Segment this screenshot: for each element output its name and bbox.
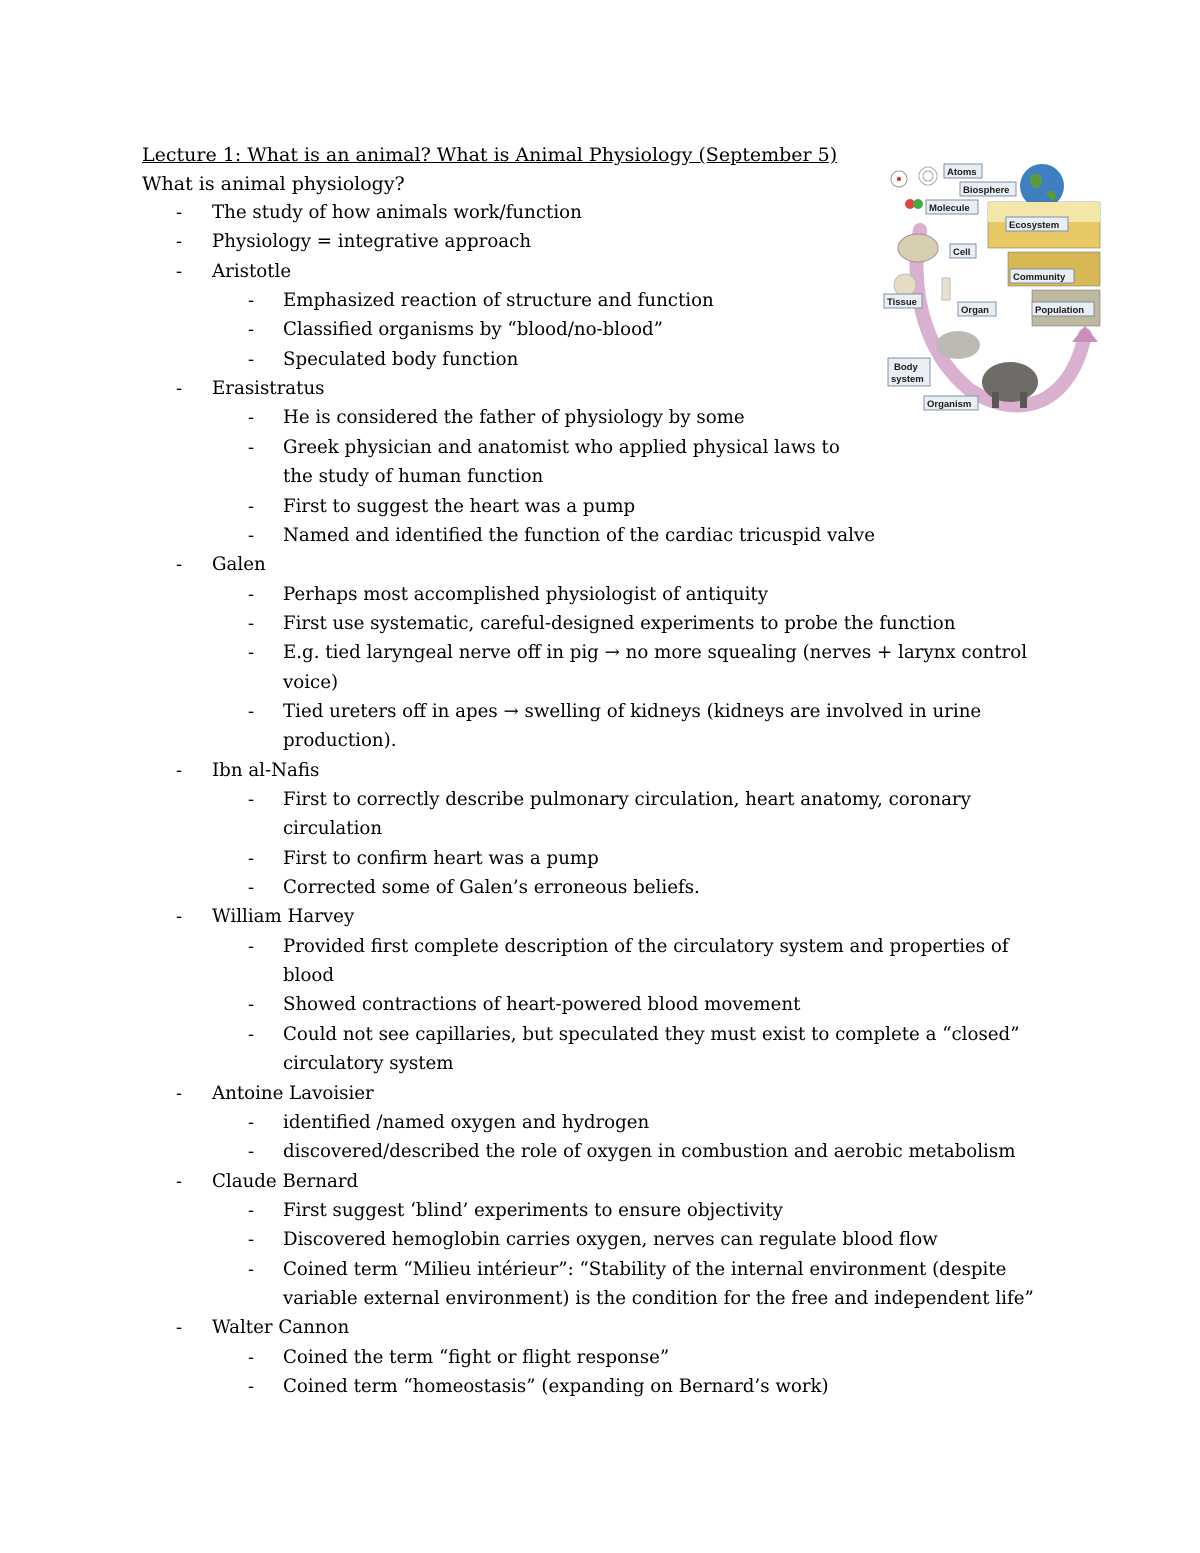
sub-list-item: voice) bbox=[283, 671, 339, 693]
sub-list-item: production). bbox=[283, 730, 397, 752]
list-item: Ibn al-Nafis bbox=[212, 759, 320, 781]
label-community bbox=[1010, 269, 1074, 283]
sub-list-item: Coined term “homeostasis” (expanding on Bernard’s work) bbox=[283, 1376, 829, 1397]
earth-icon bbox=[1020, 164, 1064, 208]
atom-inner-shell bbox=[923, 171, 933, 181]
sub-list-item: Coined the term “fight or flight response” bbox=[283, 1346, 670, 1368]
label-community-text: Community bbox=[1013, 272, 1066, 283]
label-population bbox=[1032, 302, 1094, 316]
sub-list-item: Coined term “Milieu intérieur”: “Stability of the internal environment (despite bbox=[283, 1258, 1007, 1280]
label-molecule bbox=[926, 200, 978, 214]
list-item: Physiology = integrative approach bbox=[212, 231, 532, 253]
label-body-system bbox=[888, 358, 930, 386]
sub-list-item: Discovered hemoglobin carries oxygen, nerves can regulate blood flow bbox=[283, 1229, 938, 1251]
cell-icon bbox=[898, 234, 938, 262]
label-ecosystem bbox=[1006, 217, 1068, 231]
sub-list-item: First to correctly describe pulmonary circulation, heart anatomy, coronary bbox=[283, 789, 971, 810]
list-item: The study of how animals work/function bbox=[212, 202, 582, 223]
sub-list-item: identified /named oxygen and hydrogen bbox=[283, 1111, 650, 1133]
bullet-marker: - bbox=[248, 1376, 255, 1397]
bullet-marker: - bbox=[176, 202, 183, 223]
sub-list-item: Could not see capillaries, but speculated they must exist to complete a “closed” bbox=[283, 1023, 1020, 1045]
bullet-marker: - bbox=[248, 789, 255, 810]
bullet-marker: - bbox=[176, 231, 183, 253]
bullet-marker: - bbox=[176, 1317, 183, 1339]
sub-list-item: blood bbox=[283, 965, 335, 987]
sub-list-item: Classified organisms by “blood/no-blood” bbox=[283, 319, 663, 341]
molecule-atom bbox=[913, 199, 923, 209]
bullet-marker: - bbox=[248, 407, 255, 429]
label-organism-text: Organism bbox=[927, 399, 972, 410]
bullet-marker: - bbox=[248, 348, 255, 370]
label-ecosystem-text: Ecosystem bbox=[1009, 220, 1060, 231]
atom-nucleus bbox=[897, 177, 901, 181]
sub-list-item: First use systematic, careful-designed experiments to probe the function bbox=[283, 612, 956, 634]
list-item: Claude Bernard bbox=[212, 1170, 359, 1192]
label-organ-text: Organ bbox=[961, 305, 989, 316]
sub-list-item: Speculated body function bbox=[283, 348, 519, 370]
label-tissue-text: Tissue bbox=[887, 297, 917, 308]
bullet-marker: - bbox=[176, 554, 183, 576]
sub-list-item: Perhaps most accomplished physiologist of antiquity bbox=[283, 583, 769, 605]
bullet-marker: - bbox=[248, 1346, 255, 1368]
sub-list-item: E.g. tied laryngeal nerve off in pig → no more squealing (nerves + larynx control bbox=[283, 642, 1028, 664]
sub-list-item: Emphasized reaction of structure and function bbox=[283, 290, 714, 312]
bullet-marker: - bbox=[248, 319, 255, 341]
bullet-marker: - bbox=[248, 1141, 255, 1163]
organ-icon bbox=[942, 278, 950, 300]
sub-list-item: variable external environment) is the condition for the free and independent life” bbox=[283, 1287, 1034, 1309]
tissue-icon bbox=[894, 274, 916, 296]
bullet-marker: - bbox=[248, 1229, 255, 1251]
label-tissue bbox=[884, 294, 922, 308]
bullet-marker: - bbox=[248, 1023, 255, 1045]
small-elephant-icon bbox=[936, 331, 980, 359]
bullet-marker: - bbox=[248, 290, 255, 312]
bullet-marker: - bbox=[248, 495, 255, 517]
label-cell-text: Cell bbox=[953, 247, 971, 258]
list-item: Erasistratus bbox=[212, 378, 325, 400]
section-heading: What is animal physiology? bbox=[142, 173, 405, 195]
label-population-text: Population bbox=[1035, 305, 1085, 316]
label-biosphere-text: Biosphere bbox=[963, 185, 1010, 196]
bullet-marker: - bbox=[248, 642, 255, 664]
label-cell bbox=[950, 244, 976, 258]
bullet-marker: - bbox=[176, 1082, 183, 1104]
bullet-marker: - bbox=[248, 994, 255, 1016]
bullet-marker: - bbox=[248, 436, 255, 458]
sub-list-item: the study of human function bbox=[283, 466, 544, 488]
bullet-marker: - bbox=[176, 1170, 183, 1192]
label-organ bbox=[958, 302, 996, 316]
sub-list-item: Showed contractions of heart-powered blood movement bbox=[283, 994, 801, 1016]
biological-hierarchy-figure bbox=[880, 160, 1105, 420]
list-item: Antoine Lavoisier bbox=[212, 1082, 374, 1104]
label-molecule-text: Molecule bbox=[929, 203, 970, 214]
bullet-marker: - bbox=[248, 1258, 255, 1280]
sub-list-item: Greek physician and anatomist who applied physical laws to bbox=[283, 436, 840, 458]
bullet-marker: - bbox=[248, 1111, 255, 1133]
sub-list-item: First suggest ‘blind’ experiments to ensure objectivity bbox=[283, 1199, 783, 1221]
sub-list-item: Named and identified the function of the cardiac tricuspid valve bbox=[283, 524, 875, 546]
sub-list-item: First to suggest the heart was a pump bbox=[283, 495, 636, 517]
bullet-marker: - bbox=[248, 612, 255, 634]
list-item: Aristotle bbox=[212, 260, 292, 282]
sub-list-item: He is considered the father of physiology by some bbox=[283, 407, 745, 429]
list-item: Walter Cannon bbox=[212, 1317, 350, 1339]
sub-list-item: First to confirm heart was a pump bbox=[283, 847, 599, 869]
elephant-leg-2 bbox=[1020, 392, 1027, 408]
bullet-marker: - bbox=[176, 378, 183, 400]
sub-list-item: Tied ureters off in apes → swelling of kidneys (kidneys are involved in urine bbox=[283, 700, 982, 722]
sub-list-item: circulatory system bbox=[283, 1053, 454, 1075]
bullet-marker: - bbox=[176, 759, 183, 781]
label-biosphere bbox=[960, 182, 1016, 196]
bullet-marker: - bbox=[248, 877, 255, 899]
list-item: Galen bbox=[212, 554, 266, 576]
label-atoms-text: Atoms bbox=[947, 167, 977, 178]
bullet-marker: - bbox=[248, 524, 255, 546]
label-body-text: Body bbox=[894, 362, 918, 373]
bullet-marker: - bbox=[176, 260, 183, 282]
atom-shell-icon bbox=[919, 167, 937, 185]
label-atoms bbox=[944, 164, 982, 178]
elephant-leg bbox=[992, 392, 999, 408]
bullet-marker: - bbox=[248, 1199, 255, 1221]
bullet-marker: - bbox=[176, 906, 183, 928]
sub-list-item: Corrected some of Galen’s erroneous beliefs. bbox=[283, 877, 700, 899]
list-item: William Harvey bbox=[212, 906, 355, 928]
sub-list-item: Provided first complete description of the circulatory system and properties of bbox=[283, 935, 1009, 957]
bullet-marker: - bbox=[248, 847, 255, 869]
elephant-icon bbox=[982, 362, 1038, 402]
sub-list-item: circulation bbox=[283, 818, 383, 840]
sub-list-item: discovered/described the role of oxygen in combustion and aerobic metabolism bbox=[283, 1141, 1016, 1163]
label-organism bbox=[924, 396, 978, 410]
bullet-marker: - bbox=[248, 935, 255, 957]
bullet-marker: - bbox=[248, 583, 255, 605]
label-system-text: system bbox=[891, 374, 924, 385]
arrow-head bbox=[1072, 326, 1098, 342]
bullet-marker: - bbox=[248, 700, 255, 722]
lecture-title: Lecture 1: What is an animal? What is Animal Physiology (September 5) bbox=[142, 144, 838, 166]
